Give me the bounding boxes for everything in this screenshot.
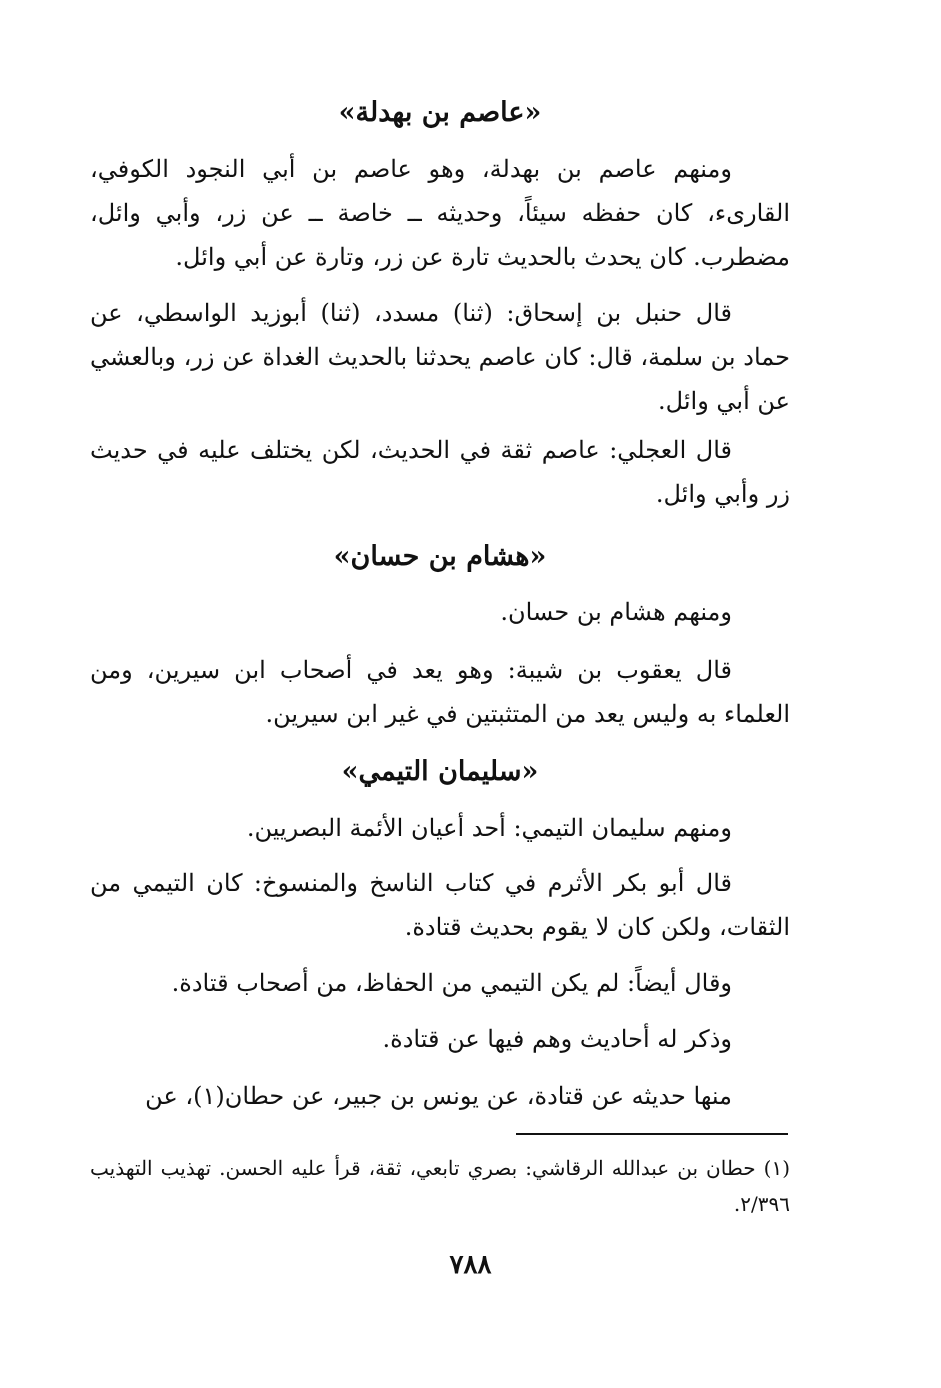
paragraph-athram-second: وقال أيضاً: لم يكن التيمي من الحفاظ، من أصحاب قتادة.	[171, 969, 732, 997]
paragraph-yaqub-report: قال يعقوب بن شيبة: وهو يعد في أصحاب ابن سيرين، ومن العلماء به وليس يعد من المتثبتين في غير ابن سيرين.	[90, 656, 790, 728]
section-heading-sulayman: «سليمان التيمي»	[341, 756, 539, 787]
paragraph-athram-report: قال أبو بكر الأثرم في كتاب الناسخ والمنسوخ: كان التيمي من الثقات، ولكن كان لا يقوم بحديث قتادة.	[90, 869, 790, 941]
paragraph-qatada-chain: منها حديثه عن قتادة، عن يونس بن جبير، عن حطان(١)، عن	[145, 1082, 732, 1110]
paragraph-asim-intro: ومنهم عاصم بن بهدلة، وهو عاصم بن أبي النجود الكوفي، القارىء، كان حفظه سيئاً، وحديثه ــ خاصة ــ عن زر، وأبي وائل، مضطرب. كان يحدث بالحديث تارة عن زر، وتارة عن أبي وائل.	[90, 155, 790, 271]
paragraph-hisham-intro: ومنهم هشام بن حسان.	[500, 598, 732, 626]
section-heading-hisham: «هشام بن حسان»	[333, 541, 547, 572]
paragraph-sulayman-intro: ومنهم سليمان التيمي: أحد أعيان الأئمة البصريين.	[246, 814, 732, 842]
page-number: ٧٨٨	[449, 1250, 492, 1280]
section-heading-asim: «عاصم بن بهدلة»	[338, 97, 542, 128]
footnote-divider	[516, 1133, 788, 1135]
footnote-hittan: (١) حطان بن عبدالله الرقاشي: بصري تابعي، ثقة، قرأ عليه الحسن. تهذيب التهذيب ٢/٣٩٦.	[90, 1156, 790, 1216]
paragraph-ijli-report: قال العجلي: عاصم ثقة في الحديث، لكن يختلف عليه في حديث زر وأبي وائل.	[90, 436, 790, 508]
paragraph-qatada-errors: وذكر له أحاديث وهم فيها عن قتادة.	[382, 1025, 732, 1053]
paragraph-hanbal-report: قال حنبل بن إسحاق: (ثنا) مسدد، (ثنا) أبوزيد الواسطي، عن حماد بن سلمة، قال: كان عاصم يحدثنا بالحديث الغداة عن زر، وبالعشي عن أبي وائل.	[90, 299, 790, 415]
